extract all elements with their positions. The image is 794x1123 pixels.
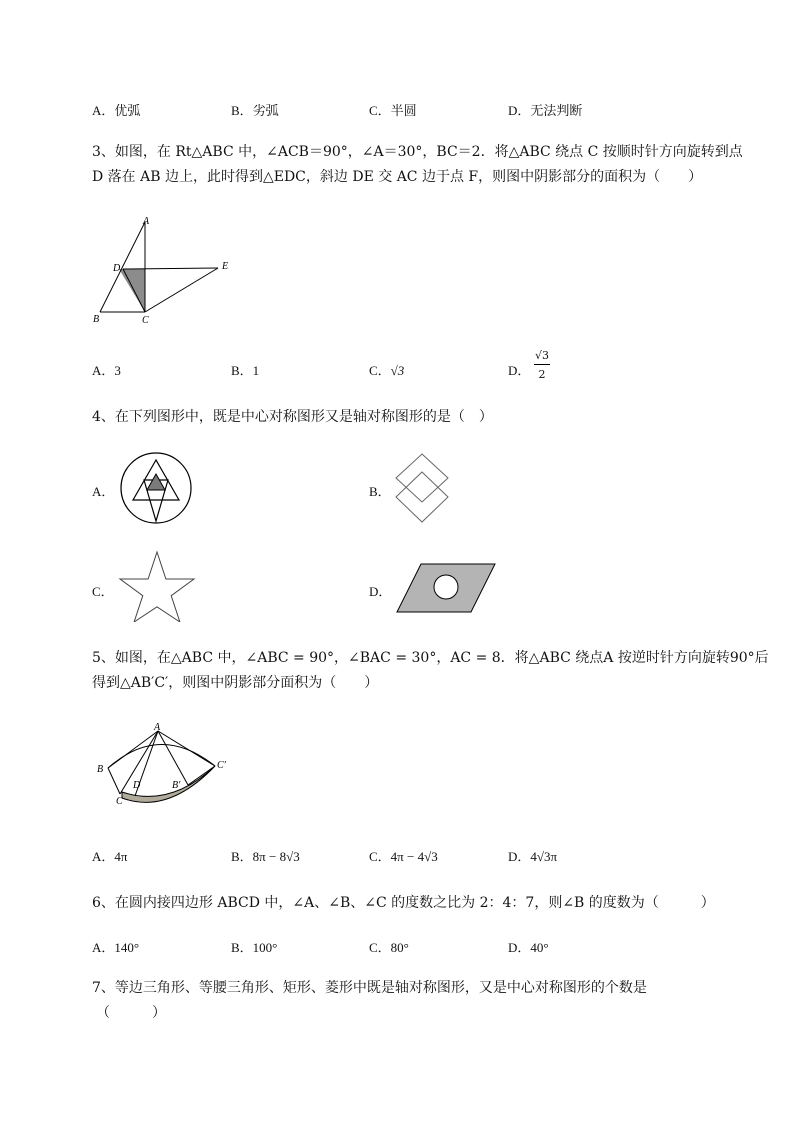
q6-option-a: A．140° <box>92 940 140 955</box>
q2-option-b: B．劣弧 <box>231 103 279 118</box>
q3-label-b: B <box>93 314 100 325</box>
q3-option-b: B．1 <box>231 363 260 378</box>
q5-label-c-prime: C′ <box>217 760 226 771</box>
q6-text: 6、在圆内接四边形 ABCD 中，∠A、∠B、∠C 的度数之比为 2：4：7，则∠B 的度数为（ ） <box>92 895 715 911</box>
q3-label-c: C <box>142 315 149 326</box>
q3-text-line1: 3、如图，在 Rt△ABC 中，∠ACB＝90°，∠A＝30°，BC＝2．将△ABC 绕点 C 按顺时针方向旋转到点 <box>92 144 743 160</box>
q4-figure-a <box>118 450 194 526</box>
q6-option-c: C．80° <box>369 940 409 955</box>
q5-option-d: D．4√3π <box>508 849 558 864</box>
q6-option-d: D．40° <box>508 940 549 955</box>
q2-option-d: D．无法判断 <box>508 103 583 118</box>
q3-label-d: D <box>113 263 121 274</box>
q4-figure-d <box>395 562 497 614</box>
q5-text-line2: 得到△AB′C′，则图中阴影部分面积为（ ） <box>92 675 379 691</box>
q4-text: 4、在下列图形中，既是中心对称图形又是轴对称图形的是（ ） <box>92 409 493 425</box>
q5-label-a: A <box>154 722 161 733</box>
q6-option-b: B．100° <box>231 940 278 955</box>
q5-option-c: C．4π − 4√3 <box>369 849 438 864</box>
q5-option-b: B．8π − 8√3 <box>231 849 300 864</box>
q4-label-b: B． <box>369 484 391 499</box>
q4-figure-b <box>394 452 450 524</box>
q3-option-c-label: C． <box>369 363 391 378</box>
q7-text-line1: 7、等边三角形、等腰三角形、矩形、菱形中既是轴对称图形，又是中心对称图形的个数是 <box>92 980 647 996</box>
q3-option-c-math: √3 <box>390 363 405 378</box>
q5-label-d: D <box>133 780 141 791</box>
q4-label-a: A． <box>92 484 115 499</box>
q5-option-a: A．4π <box>92 849 128 864</box>
q5-label-b: B <box>97 764 104 775</box>
q3-option-d-fraction-bar <box>534 364 550 365</box>
q3-option-a: A．3 <box>92 363 121 378</box>
q2-option-a: A．优弧 <box>92 103 141 118</box>
q5-label-b-prime: B′ <box>172 780 181 791</box>
q3-label-e: E <box>222 261 229 272</box>
q4-figure-c <box>118 550 196 622</box>
q3-shaded-region <box>119 269 145 312</box>
q3-label-a: A <box>143 216 150 227</box>
q5-text-line1: 5、如图，在△ABC 中，∠ABC = 90°，∠BAC = 30°，AC = 8．将△ABC 绕点A 按逆时针方向旋转90°后 <box>92 650 769 666</box>
q3-option-c <box>369 360 404 379</box>
q3-text-line2: D 落在 AB 边上，此时得到△EDC，斜边 DE 交 AC 边于点 F，则图中阴影部分的面积为（ ） <box>92 169 703 185</box>
q4-label-c: C． <box>92 584 114 599</box>
q2-option-c: C．半圆 <box>369 103 417 118</box>
q3-figure <box>88 212 248 330</box>
q3-option-d-numerator: √3 <box>534 349 549 362</box>
q5-label-c: C <box>116 796 123 807</box>
q3-option-d: D． <box>508 363 531 378</box>
q4-label-d: D． <box>369 584 392 599</box>
q7-text-line2: （ ） <box>96 1005 166 1021</box>
q4-figure-a-shaded <box>147 474 165 490</box>
q3-option-d-denominator: 2 <box>538 368 546 381</box>
q5-figure <box>90 720 240 812</box>
